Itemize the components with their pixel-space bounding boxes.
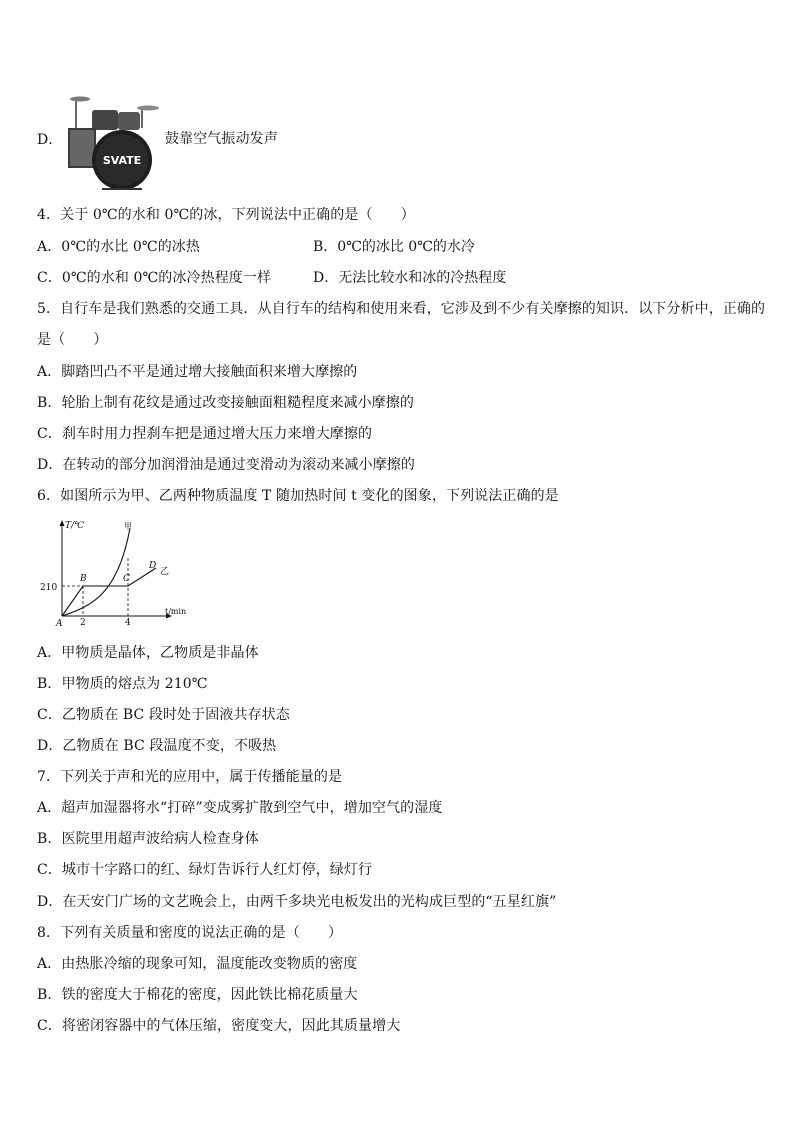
option-d-letter: D． <box>37 132 63 148</box>
q5-option-a: A．脚踏凹凸不平是通过增大接触面积来增大摩擦的 <box>37 364 358 380</box>
q5-option-c: C．刹车时用力捏刹车把是通过增大压力来增大摩擦的 <box>37 426 373 442</box>
q8-option-a: A．由热胀冷缩的现象可知，温度能改变物质的密度 <box>37 956 358 972</box>
q7-option-d: D．在天安门广场的文艺晚会上，由两千多块光电板发出的光构成巨型的“五星红旗” <box>37 894 557 910</box>
q8-option-b: B．铁的密度大于棉花的密度，因此铁比棉花质量大 <box>37 987 358 1003</box>
q7-option-b: B．医院里用超声波给病人检查身体 <box>37 831 259 847</box>
q8-option-c: C．将密闭容器中的气体压缩，密度变大，因此其质量增大 <box>37 1018 401 1034</box>
series-jia-curve <box>62 528 130 616</box>
q5-stem-line1: 5．自行车是我们熟悉的交通工具．从自行车的结构和使用来看，它涉及到不少有关摩擦的知识．以下分析中，正确的 <box>37 301 766 317</box>
x-tick-2: 2 <box>80 618 86 628</box>
q4-option-c: C．0℃的水和 0℃的冰冷热程度一样 <box>37 270 272 286</box>
y-axis-arrow <box>60 520 65 526</box>
q4-option-d: D．无法比较水和冰的冷热程度 <box>313 270 507 286</box>
q4-option-b: B．0℃的冰比 0℃的水冷 <box>313 239 475 255</box>
q7-option-c: C．城市十字路口的红、绿灯告诉行人红灯停，绿灯行 <box>37 862 373 878</box>
q7-option-a: A．超声加湿器将水“打碎”变成雾扩散到空气中，增加空气的湿度 <box>37 800 443 816</box>
series-yi-line <box>62 568 156 616</box>
drum-kit-image <box>62 94 162 192</box>
q6-option-b: B．甲物质的熔点为 210℃ <box>37 676 208 692</box>
q6-option-a: A．甲物质是晶体，乙物质是非晶体 <box>37 645 259 661</box>
point-d-label: D <box>149 561 157 571</box>
series-jia-label: 甲 <box>124 522 132 531</box>
point-a-label: A <box>56 619 63 628</box>
q6-stem: 6．如图所示为甲、乙两种物质温度 T 随加热时间 t 变化的图象，下列说法正确的是 <box>37 488 559 504</box>
q5-option-d: D．在转动的部分加润滑油是通过变滑动为滚动来减小摩擦的 <box>37 457 415 473</box>
q6-option-d: D．乙物质在 BC 段温度不变，不吸热 <box>37 738 277 754</box>
series-yi-label: 乙 <box>160 567 170 577</box>
drum-logo: SVATE <box>102 154 142 167</box>
point-b-label: B <box>80 574 87 584</box>
q4-stem: 4．关于 0℃的水和 0℃的冰，下列说法中正确的是（ ） <box>37 207 415 223</box>
temperature-time-graph <box>38 518 198 628</box>
q8-stem: 8．下列有关质量和密度的说法正确的是（ ） <box>37 925 343 941</box>
q7-stem: 7．下列关于声和光的应用中，属于传播能量的是 <box>37 769 343 785</box>
y-tick-210: 210 <box>40 583 58 593</box>
q4-option-a: A．0℃的水比 0℃的冰热 <box>37 239 200 255</box>
y-axis-label: T/℃ <box>65 521 85 531</box>
option-d-text: 鼓靠空气振动发声 <box>165 131 278 147</box>
point-c-label: C <box>123 574 130 584</box>
q5-stem-line2: 是（ ） <box>37 332 108 348</box>
q5-option-b: B．轮胎上制有花纹是通过改变接触面粗糙程度来减小摩擦的 <box>37 395 414 411</box>
q6-option-c: C．乙物质在 BC 段时处于固液共存状态 <box>37 707 290 723</box>
x-axis-label: t/min <box>165 607 187 616</box>
x-tick-4: 4 <box>125 618 131 628</box>
